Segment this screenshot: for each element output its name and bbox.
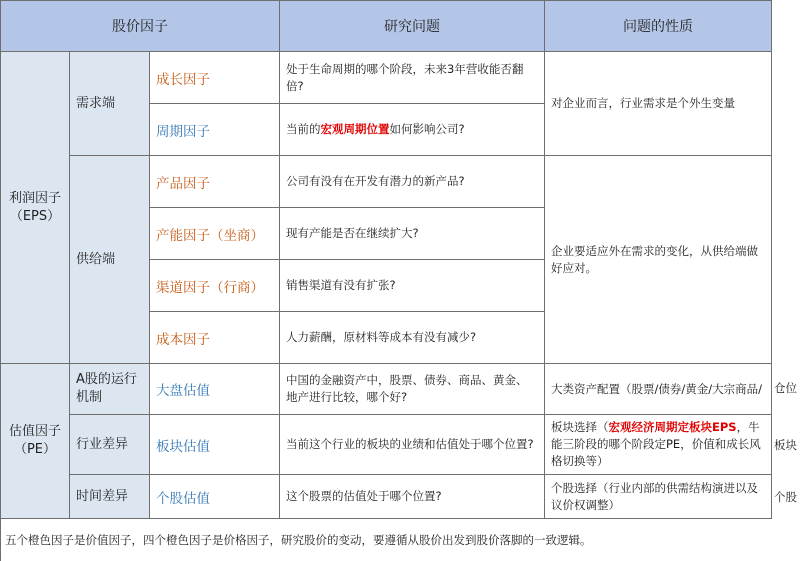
overflow-position: 仓位 xyxy=(774,381,797,395)
factor-stock-valuation[interactable]: 个股估值 xyxy=(150,475,280,519)
subgroup-demand[interactable]: 需求端 xyxy=(70,52,150,156)
factor-cycle[interactable]: 周期因子 xyxy=(150,104,280,156)
nature-market-valuation[interactable]: 大类资产配置（股票/债券/黄金/大宗商品/ xyxy=(545,364,772,415)
subgroup-a-share[interactable]: A股的运行 机制 xyxy=(70,364,150,415)
question-product[interactable]: 公司有没有在开发有潜力的新产品? xyxy=(280,156,545,208)
overflow-stock: 个股 xyxy=(774,490,797,504)
nature-sector-prefix: 板块选择（ xyxy=(551,420,609,434)
header-stock-factor[interactable]: 股价因子 xyxy=(0,0,280,52)
factor-channel[interactable]: 渠道因子（行商） xyxy=(150,260,280,312)
overflow-sector: 板块 xyxy=(774,438,797,452)
question-capacity[interactable]: 现有产能是否在继续扩大? xyxy=(280,208,545,260)
factor-product[interactable]: 产品因子 xyxy=(150,156,280,208)
subgroup-supply[interactable]: 供给端 xyxy=(70,156,150,364)
nature-demand[interactable]: 对企业而言，行业需求是个外生变量 xyxy=(545,52,772,156)
question-market-valuation[interactable]: 中国的金融资产中，股票、债券、商品、黄金、地产进行比较，哪个好? xyxy=(280,364,545,415)
question-cycle-suffix: 如何影响公司? xyxy=(389,122,465,136)
header-question-nature[interactable]: 问题的性质 xyxy=(545,0,772,52)
question-growth[interactable]: 处于生命周期的哪个阶段，未来3年营收能否翻倍? xyxy=(280,52,545,104)
factor-market-valuation[interactable]: 大盘估值 xyxy=(150,364,280,415)
header-research-question[interactable]: 研究问题 xyxy=(280,0,545,52)
subgroup-time[interactable]: 时间差异 xyxy=(70,475,150,519)
factor-capacity[interactable]: 产能因子（坐商） xyxy=(150,208,280,260)
question-cycle[interactable] xyxy=(280,104,545,156)
highlight-macro-eps: 宏观经济周期定板块EPS xyxy=(608,420,737,434)
group-profit-factor[interactable]: 利润因子 （EPS） xyxy=(0,52,70,364)
nature-stock-valuation[interactable]: 个股选择（行业内部的供需结构演进以及议价权调整） xyxy=(545,475,772,519)
group-valuation-factor[interactable]: 估值因子 （PE） xyxy=(0,364,70,519)
nature-supply[interactable]: 企业要适应外在需求的变化，从供给端做好应对。 xyxy=(545,156,772,364)
subgroup-industry[interactable]: 行业差异 xyxy=(70,415,150,475)
footer-note[interactable]: 五个橙色因子是价值因子，四个橙色因子是价格因子，研究股价的变动，要遵循从股价出发到股价落脚的一致逻辑。 xyxy=(0,519,800,561)
question-cycle-prefix: 当前的 xyxy=(286,122,321,136)
question-sector-valuation[interactable]: 当前这个行业的板块的业绩和估值处于哪个位置? xyxy=(280,415,545,475)
question-cost[interactable]: 人力薪酬，原材料等成本有没有减少? xyxy=(280,312,545,364)
factor-sector-valuation[interactable]: 板块估值 xyxy=(150,415,280,475)
question-stock-valuation[interactable]: 这个股票的估值处于哪个位置? xyxy=(280,475,545,519)
factor-growth[interactable]: 成长因子 xyxy=(150,52,280,104)
question-channel[interactable]: 销售渠道有没有扩张? xyxy=(280,260,545,312)
highlight-macro-cycle: 宏观周期位置 xyxy=(320,122,390,136)
factor-cost[interactable]: 成本因子 xyxy=(150,312,280,364)
nature-sector-valuation[interactable] xyxy=(545,415,772,475)
nature-sector-suffix: ，牛能三阶段的哪个阶段定PE，价值和成长风格切换等） xyxy=(551,420,761,468)
